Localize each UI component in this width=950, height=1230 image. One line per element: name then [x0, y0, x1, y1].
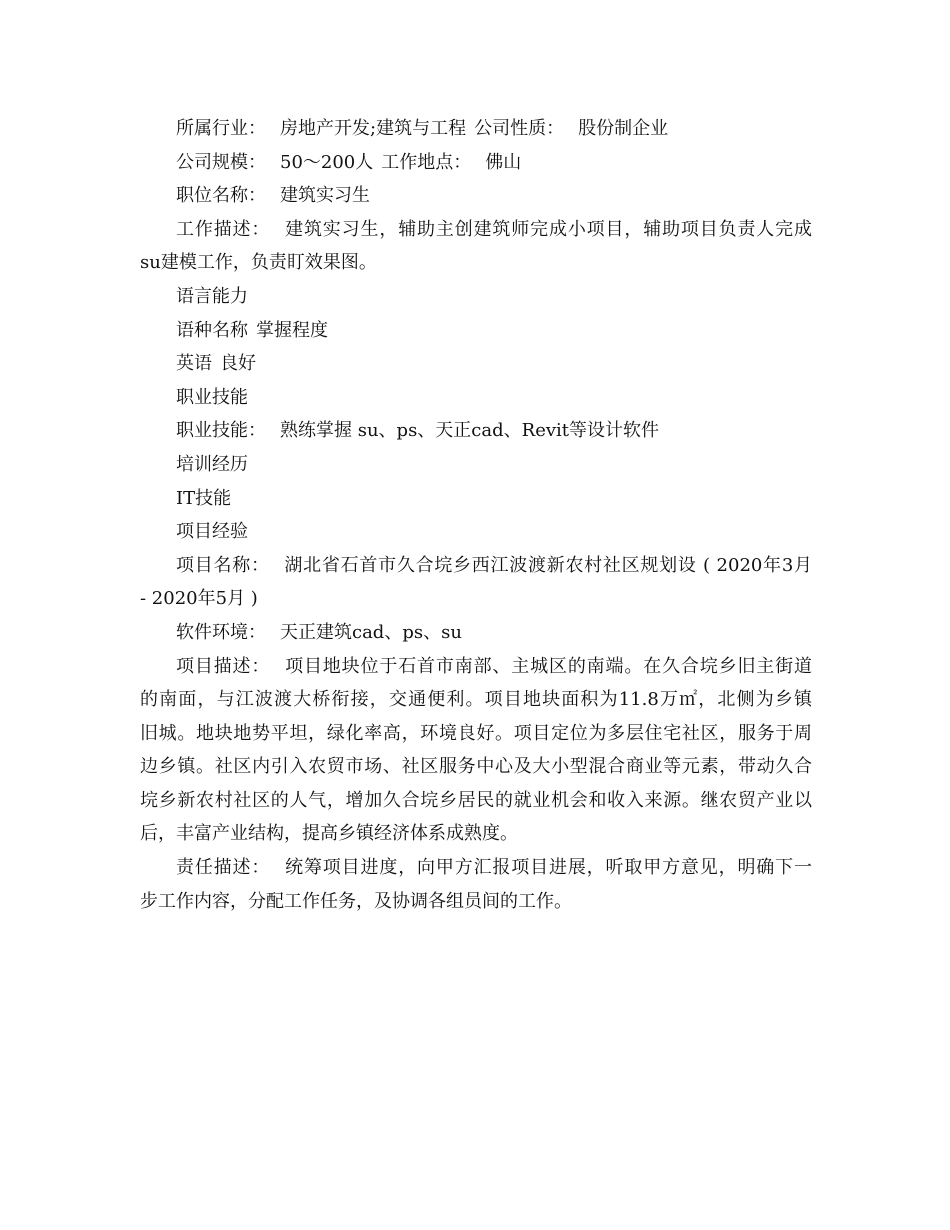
software-value: 天正建筑cad、ps、su — [280, 621, 462, 643]
project-name-line-2 — [140, 582, 812, 616]
industry-row — [140, 112, 812, 146]
project-description-line-1 — [140, 650, 812, 684]
industry-label: 所属行业： — [176, 118, 266, 139]
training-heading: 培训经历 — [176, 453, 248, 475]
language-level: 良好 — [220, 353, 256, 375]
position-label: 职位名称： — [176, 185, 266, 207]
project-description-line-6: 后，丰富产业结构，提高乡镇经济体系成熟度。 — [140, 823, 518, 845]
language-table-header — [140, 314, 812, 348]
responsibility-label: 责任描述： — [176, 857, 271, 879]
work-location-label: 工作地点： — [381, 151, 472, 173]
skills-row — [140, 414, 812, 448]
work-location-value: 佛山 — [485, 151, 522, 173]
project-name-text-1: 湖北省石首市久合垸乡西江波渡新农村社区规划设 ( 2020年3月 — [283, 554, 813, 576]
project-description-line-2: 的南面，与江波渡大桥衔接，交通便利。项目地块面积为11.8万㎡，北侧为乡镇 — [140, 689, 812, 711]
company-scale-value: 50～200人 — [280, 151, 374, 173]
software-label: 软件环境： — [176, 621, 266, 643]
responsibility-text-1: 统筹项目进度，向甲方汇报项目进展，听取甲方意见，明确下一 — [284, 857, 813, 879]
project-description-text-1: 项目地块位于石首市南部、主城区的南端。在久合垸乡旧主街道 — [284, 655, 813, 677]
project-description-line-4: 边乡镇。社区内引入农贸市场、社区服务中心及大小型混合商业等元素，带动久合 — [140, 756, 812, 778]
project-heading: 项目经验 — [176, 521, 248, 543]
job-description-text-2: su建模工作，负责盯效果图。 — [140, 252, 377, 274]
skills-value: 熟练掌握 su、ps、天正cad、Revit等设计软件 — [280, 420, 660, 442]
skills-heading: 职业技能 — [176, 386, 248, 408]
position-value: 建筑实习生 — [280, 185, 370, 207]
industry-value: 房地产开发;建筑与工程 — [280, 118, 467, 139]
project-name-label: 项目名称： — [176, 554, 270, 576]
language-level-column: 掌握程度 — [256, 319, 328, 341]
language-name: 英语 — [176, 353, 212, 375]
language-heading: 语言能力 — [176, 285, 248, 307]
job-description-line-1 — [140, 213, 812, 247]
project-name-line-1 — [140, 549, 812, 583]
software-row — [140, 616, 812, 650]
responsibility-line-2: 步工作内容，分配工作任务，及协调各组员间的工作。 — [140, 890, 572, 912]
job-description-label: 工作描述： — [176, 218, 271, 240]
project-description-line-5: 垸乡新农村社区的人气，增加久合垸乡居民的就业机会和收入来源。继农贸产业以 — [140, 789, 812, 811]
language-name-column: 语种名称 — [176, 319, 248, 341]
responsibility-line-1 — [140, 851, 812, 885]
project-name-text-2: - 2020年5月 ) — [140, 588, 258, 610]
job-description-text-1: 建筑实习生，辅助主创建筑师完成小项目，辅助项目负责人完成 — [284, 218, 813, 240]
it-skills-heading: IT技能 — [176, 487, 232, 509]
job-description-line-2 — [140, 246, 812, 280]
company-scale-label: 公司规模： — [176, 151, 266, 173]
position-row — [140, 179, 812, 213]
project-description-line-3: 旧城。地块地势平坦，绿化率高，环境良好。项目定位为多层住宅社区，服务于周 — [140, 722, 812, 744]
skills-label: 职业技能： — [176, 420, 266, 442]
company-nature-value: 股份制企业 — [578, 118, 669, 139]
scale-row — [140, 146, 812, 180]
company-nature-label: 公司性质： — [474, 118, 565, 139]
language-row — [140, 347, 812, 381]
project-description-label: 项目描述： — [176, 655, 271, 677]
resume-page — [140, 112, 812, 918]
